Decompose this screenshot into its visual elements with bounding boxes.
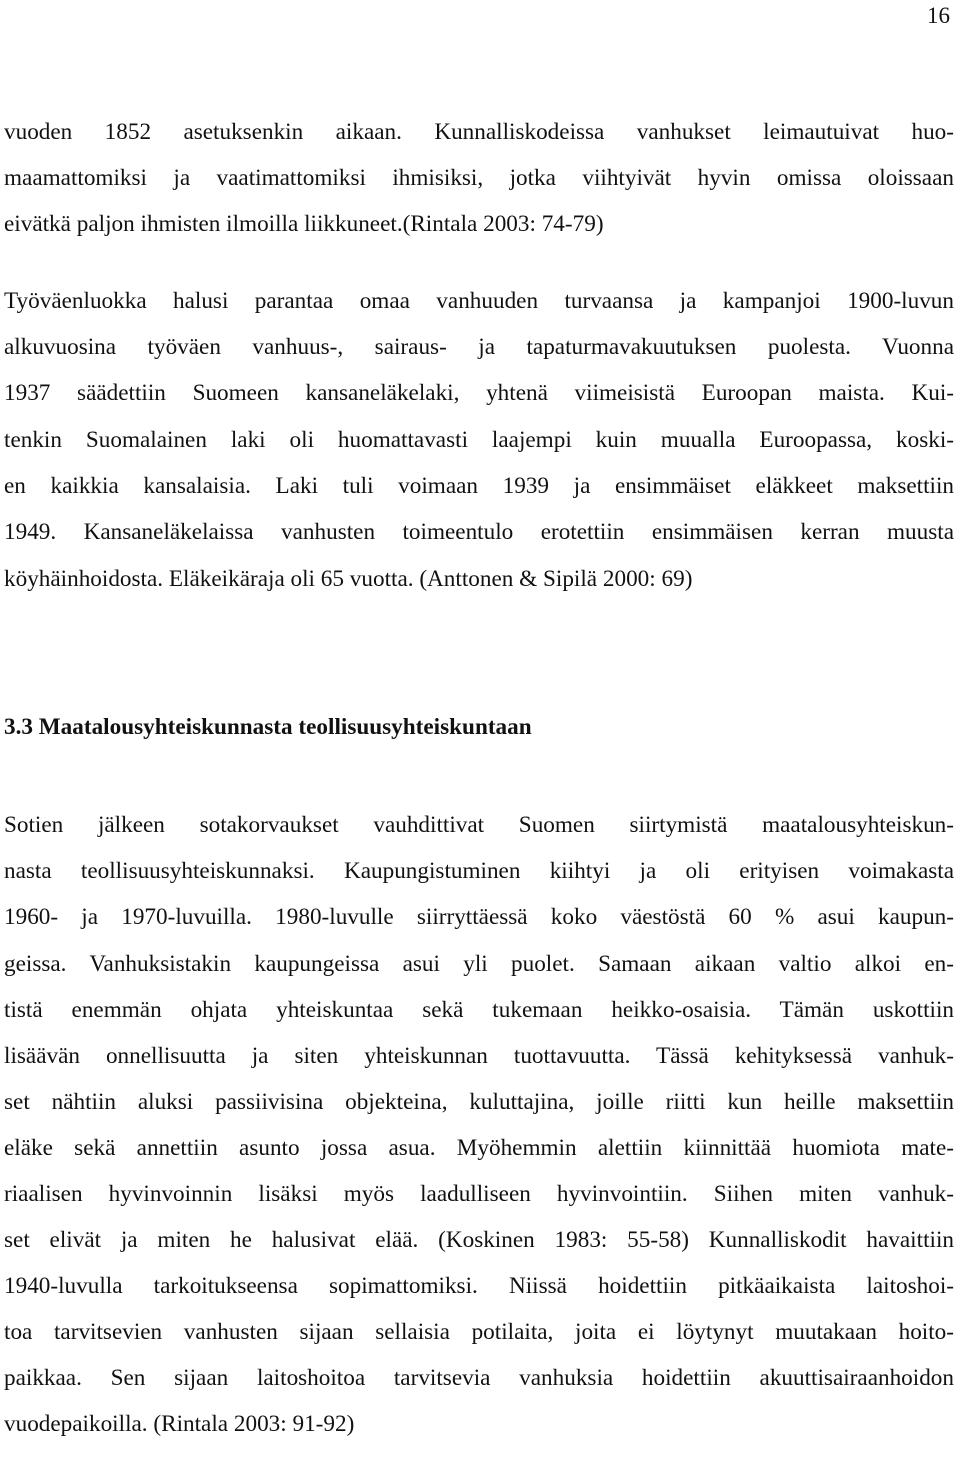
section-heading: 3.3 Maatalousyhteiskunnasta teollisuusyhteiskuntaan: [4, 714, 532, 740]
section-paragraph-line-1: Sotien jälkeen sotakorvaukset vauhdittivat Suomen siirtymistä maatalousyhteiskun-: [4, 812, 954, 838]
paragraph-2-line-4: tenkin Suomalainen laki oli huomattavasti laajempi kuin muualla Euroopassa, koski-: [4, 427, 954, 453]
section-paragraph-line-10: set elivät ja miten he halusivat elää. (Koskinen 1983: 55-58) Kunnalliskodit havaittiin: [4, 1227, 954, 1253]
paragraph-1-line-1: vuoden 1852 asetuksenkin aikaan. Kunnalliskodeissa vanhukset leimautuivat huo-: [4, 119, 954, 145]
section-paragraph-line-8: eläke sekä annettiin asunto jossa asua. Myöhemmin alettiin kiinnittää huomiota mate-: [4, 1135, 954, 1161]
section-paragraph-line-12: toa tarvitsevien vanhusten sijaan sellaisia potilaita, joita ei löytynyt muutakaan hoito-: [4, 1319, 954, 1345]
paragraph-2-line-7: köyhäinhoidosta. Eläkeikäraja oli 65 vuotta. (Anttonen & Sipilä 2000: 69): [4, 566, 693, 592]
page-number: 16: [927, 3, 950, 28]
section-paragraph-line-3: 1960- ja 1970-luvuilla. 1980-luvulle siirryttäessä koko väestöstä 60 % asui kaupun-: [4, 904, 954, 930]
section-paragraph-line-13: paikkaa. Sen sijaan laitoshoitoa tarvitsevia vanhuksia hoidettiin akuuttisairaanhoidon: [4, 1365, 954, 1391]
paragraph-1-line-2: maamattomiksi ja vaatimattomiksi ihmisiksi, jotka viihtyivät hyvin omissa oloissaan: [4, 165, 954, 191]
section-paragraph-line-5: tistä enemmän ohjata yhteiskuntaa sekä tukemaan heikko-osaisia. Tämän uskottiin: [4, 997, 954, 1023]
section-paragraph-line-6: lisäävän onnellisuutta ja siten yhteiskunnan tuottavuutta. Tässä kehityksessä vanhuk-: [4, 1043, 954, 1069]
section-paragraph-line-7: set nähtiin aluksi passiivisina objekteina, kuluttajina, joille riitti kun heille maksettiin: [4, 1089, 954, 1115]
section-paragraph-line-2: nasta teollisuusyhteiskunnaksi. Kaupungistuminen kiihtyi ja oli erityisen voimakasta: [4, 858, 954, 884]
section-paragraph-line-9: riaalisen hyvinvoinnin lisäksi myös laadulliseen hyvinvointiin. Siihen miten vanhuk-: [4, 1181, 954, 1207]
section-paragraph-line-11: 1940-luvulla tarkoitukseensa sopimattomiksi. Niissä hoidettiin pitkäaikaista laitoshoi-: [4, 1273, 954, 1299]
paragraph-2-line-1: Työväenluokka halusi parantaa omaa vanhuuden turvaansa ja kampanjoi 1900-luvun: [4, 288, 954, 314]
paragraph-2-line-2: alkuvuosina työväen vanhuus-, sairaus- ja tapaturmavakuutuksen puolesta. Vuonna: [4, 334, 954, 360]
paragraph-2-line-5: en kaikkia kansalaisia. Laki tuli voimaan 1939 ja ensimmäiset eläkkeet maksettiin: [4, 473, 954, 499]
paragraph-1-line-3: eivätkä paljon ihmisten ilmoilla liikkuneet.(Rintala 2003: 74-79): [4, 211, 604, 237]
section-paragraph-line-4: geissa. Vanhuksistakin kaupungeissa asui yli puolet. Samaan aikaan valtio alkoi en-: [4, 951, 954, 977]
section-paragraph-line-14: vuodepaikoilla. (Rintala 2003: 91-92): [4, 1411, 355, 1437]
paragraph-2-line-3: 1937 säädettiin Suomeen kansaneläkelaki, yhtenä viimeisistä Euroopan maista. Kui-: [4, 380, 954, 406]
paragraph-2-line-6: 1949. Kansaneläkelaissa vanhusten toimeentulo erotettiin ensimmäisen kerran muusta: [4, 519, 954, 545]
